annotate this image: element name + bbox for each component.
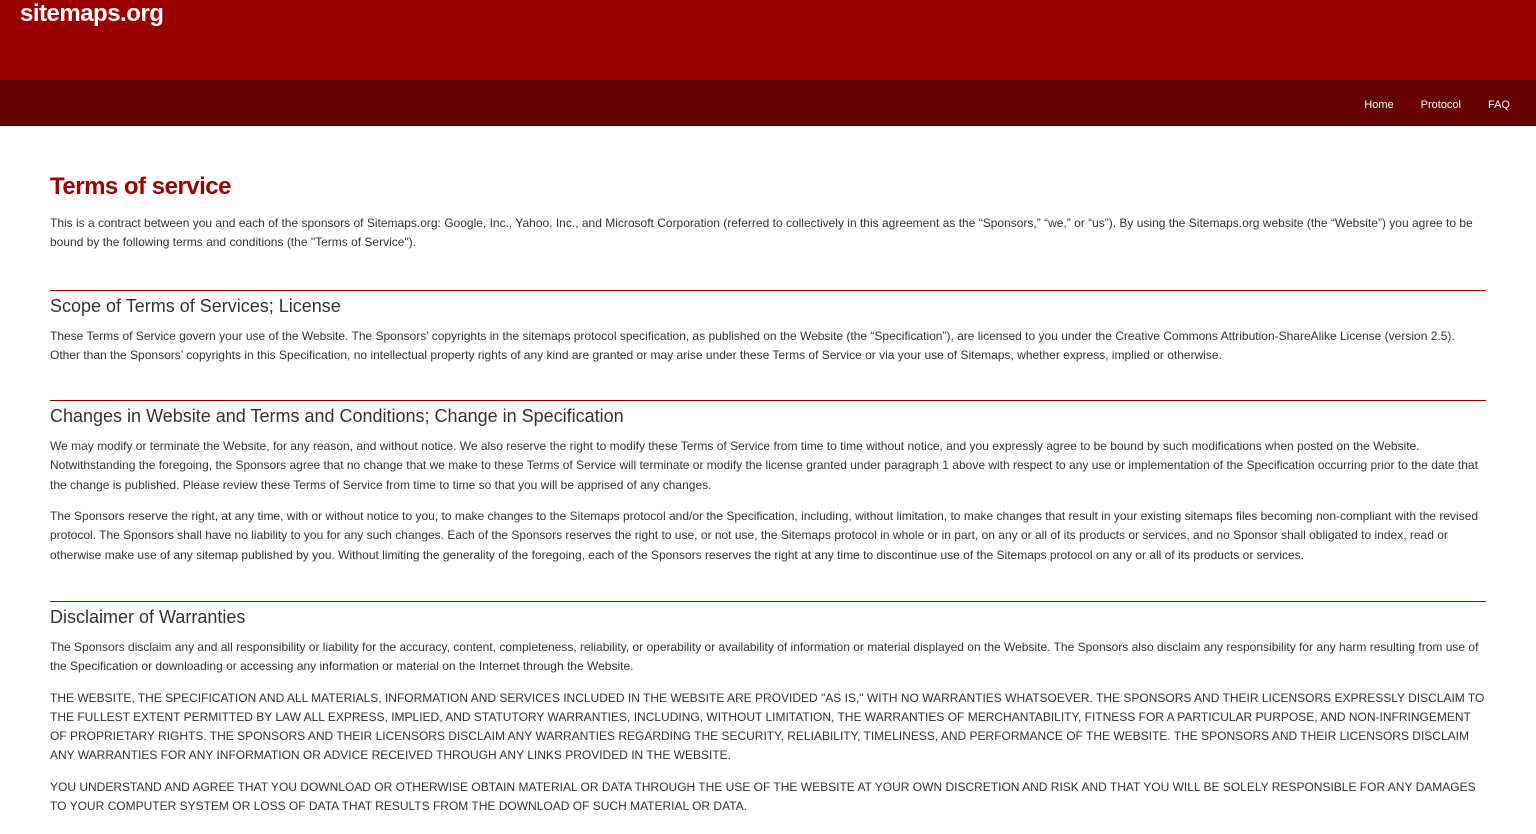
nav-item-home <box>1337 95 1393 113</box>
nav-link-home[interactable]: Home <box>1364 99 1394 111</box>
site-title[interactable]: sitemaps.org <box>20 0 164 27</box>
nav-link-faq[interactable]: FAQ <box>1487 99 1510 111</box>
main-content <box>50 170 1486 816</box>
section-paragraph: YOU UNDERSTAND AND AGREE THAT YOU DOWNLOAD OR OTHERWISE OBTAIN MATERIAL OR DATA THROUGH THE USE OF THE WEBSITE AT YOUR OWN DISCRETION AND RISK AND THAT YOU WILL BE SOLELY RESPONSIBLE FOR ANY DAMAGES TO YOUR COMPUTER SYSTEM OR LOSS OF DATA THAT RESULTS FROM THE DOWNLOAD OF SUCH MATERIAL OR DATA. <box>50 779 1476 814</box>
page-title: Terms of service <box>50 173 231 200</box>
nav-list <box>1337 95 1510 113</box>
section-paragraph: The Sponsors disclaim any and all responsibility or liability for the accuracy, content, completeness, reliability, or operability or availability of information or material displayed on the Website. The Sponsors also disclaim any responsibility for any harm resulting from use of the Specification or downloading or accessing any information or material on the Internet through the Website. <box>50 639 1479 674</box>
section-heading-changes: Changes in Website and Terms and Conditions; Change in Specification <box>50 406 624 427</box>
site-header <box>0 0 1536 80</box>
section-divider <box>50 290 1486 291</box>
section-paragraph: These Terms of Service govern your use of the Website. The Sponsors’ copyrights in the sitemaps protocol specification, as published on the Website (the “Specification”), are licensed to you under the Creative Commons Attribution-ShareAlike License (version 2.5). Other than the Sponsors’ copyrights in this Specification, no intellectual property rights of any kind are granted or may arise under these Terms of Service or via your use of Sitemaps, whether express, implied or otherwise. <box>50 328 1455 362</box>
nav-item-faq <box>1461 95 1510 113</box>
section-paragraph: THE WEBSITE, THE SPECIFICATION AND ALL MATERIALS, INFORMATION AND SERVICES INCLUDED IN THE WEBSITE ARE PROVIDED "AS IS," WITH NO WARRANTIES WHATSOEVER. THE SPONSORS AND THEIR LICENSORS EXPRESSLY DISCLAIM TO THE FULLEST EXTENT PERMITTED BY LAW ALL EXPRESS, IMPLIED, AND STATUTORY WARRANTIES, INCLUDING, WITHOUT LIMITATION, THE WARRANTIES OF MERCHANTABILITY, FITNESS FOR A PARTICULAR PURPOSE, AND NON-INFRINGEMENT OF PROPRIETARY RIGHTS. THE SPONSORS AND THEIR LICENSORS DISCLAIM ANY WARRANTIES REGARDING THE SECURITY, RELIABILITY, TIMELINESS, AND PERFORMANCE OF THE WEBSITE. THE SPONSORS AND THEIR LICENSORS DISCLAIM ANY WARRANTIES FOR ANY INFORMATION OR ADVICE RECEIVED THROUGH ANY LINKS PROVIDED IN THE WEBSITE. <box>50 690 1485 763</box>
nav-link-protocol[interactable]: Protocol <box>1420 99 1461 111</box>
section-heading-disclaimer: Disclaimer of Warranties <box>50 606 246 627</box>
intro-paragraph: This is a contract between you and each of the sponsors of Sitemaps.org: Google, Inc., Yahoo, Inc., and Microsoft Corporation (referred to collectively in this agreement as the “Sponsors,” “we,” or “us”). By using the Sitemaps.org website (the “Website”) you agree to be bound by the following terms and conditions (the "Terms of Service"). <box>50 216 1473 250</box>
section-heading-scope: Scope of Terms of Services; License <box>50 295 341 316</box>
nav-item-protocol <box>1394 95 1461 113</box>
section-paragraph: The Sponsors reserve the right, at any time, with or without notice to you, to make changes to the Sitemaps protocol and/or the Specification, including, without limitation, to make changes that result in your existing sitemaps files becoming non-compliant with the revised protocol. The Sponsors shall have no liability to you for any such changes. Each of the Sponsors reserves the right to use, or not use, the Sitemaps protocol in whole or in part, on any or all of its products or services, and no Sponsor shall obligated to index, read or otherwise make use of any sitemap published by you. Without limiting the generality of the foregoing, each of the Sponsors reserves the right at any time to discontinue use of the Sitemaps protocol on any or all of its products or services. <box>50 509 1479 562</box>
section-divider <box>50 601 1486 602</box>
section-paragraph: We may modify or terminate the Website, for any reason, and without notice. We also reserve the right to modify these Terms of Service from time to time without notice, and you expressly agree to be bound by such modifications when posted on the Website. Notwithstanding the foregoing, the Sponsors agree that no change that we make to these Terms of Service will terminate or modify the license granted under paragraph 1 above with respect to any use or implementation of the Specification occurring prior to the date that the change is published. Please review these Terms of Service from time to time so that you will be apprised of any changes. <box>50 439 1478 492</box>
section-divider <box>50 400 1486 401</box>
main-nav <box>0 80 1536 126</box>
